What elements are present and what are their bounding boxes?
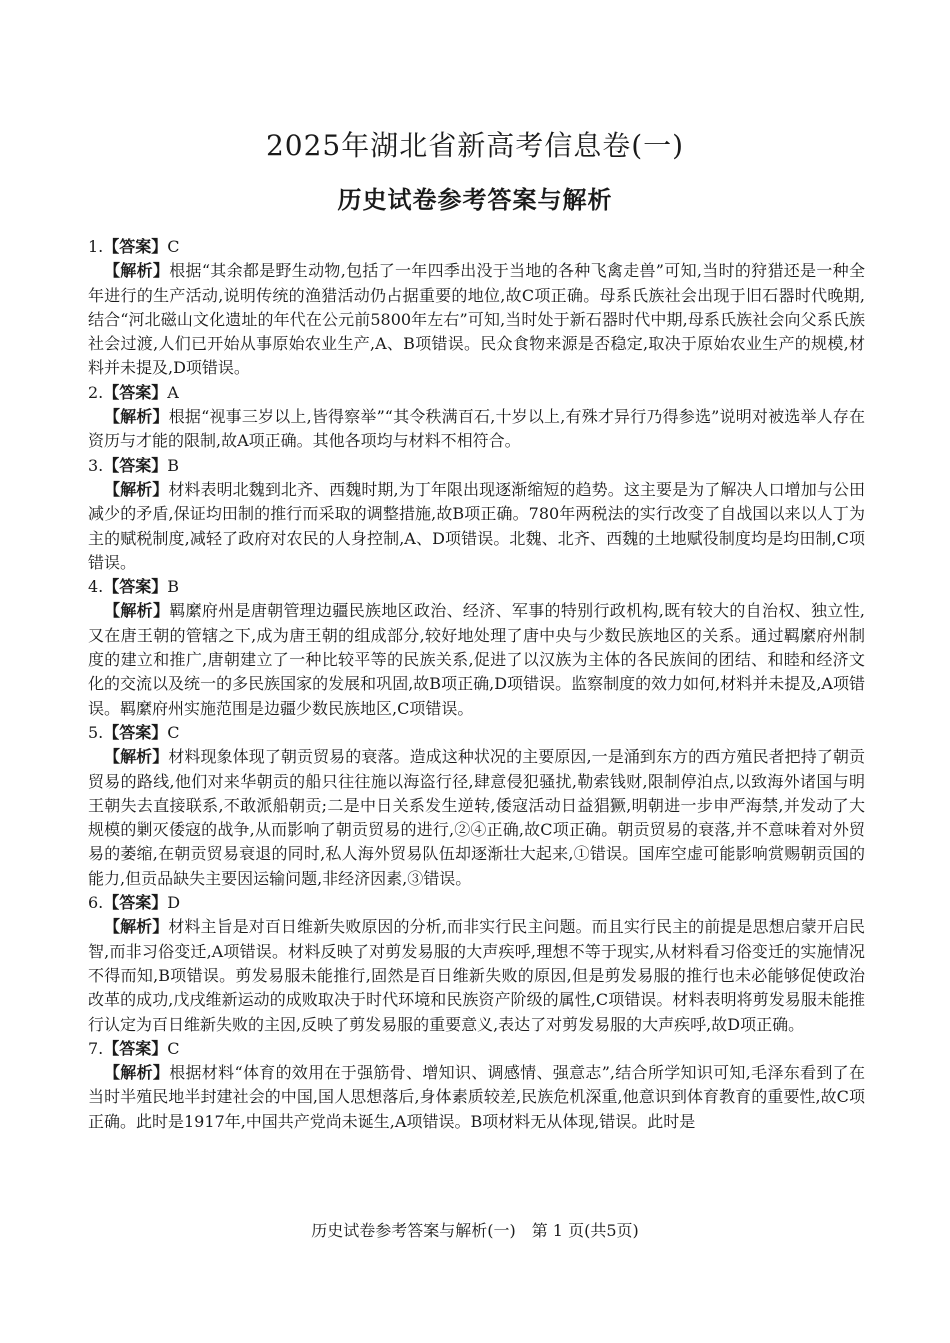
analysis-label: 【解析】 bbox=[104, 601, 170, 621]
analysis-paragraph bbox=[88, 259, 865, 380]
page-footer: 历史试卷参考答案与解析(一) 第 1 页(共5页) bbox=[311, 1221, 639, 1240]
question-item-3 bbox=[88, 454, 865, 575]
answer-value: C bbox=[167, 1038, 180, 1058]
answer-value: C bbox=[167, 237, 180, 256]
answer-value: C bbox=[167, 722, 180, 742]
page-subtitle: 历史试卷参考答案与解析 bbox=[337, 186, 613, 214]
question-item-5 bbox=[88, 721, 865, 891]
question-number: 3. bbox=[88, 455, 104, 475]
answer-line bbox=[88, 454, 865, 478]
analysis-text: 材料主旨是对百日维新失败原因的分析,而非实行民主问题。而且实行民主的前提是思想启蒙开启民智,而非习俗变迁,A项错误。材料反映了对剪发易服的大声疾呼,理想不等于现实,从材料看习俗变迁的实施情况不得而知,B项错误。剪发易服未能推行,固然是百日维新失败的原因,但是剪发易服的推行也未必能够促使政治改革的成功,戊戌维新运动的成败取决于时代环境和民族资产阶级的属性,C项错误。材料表明将剪发易服未能推行认定为百日维新失败的主因,反映了剪发易服的重要意义,表达了对剪发易服的大声疾呼,故D项正确。 bbox=[88, 917, 865, 1034]
question-number: 7. bbox=[88, 1038, 104, 1058]
analysis-label: 【解析】 bbox=[104, 407, 169, 427]
answer-line bbox=[88, 381, 865, 405]
answer-line bbox=[88, 891, 865, 915]
question-number: 5. bbox=[88, 722, 104, 742]
analysis-text: 材料表明北魏到北齐、西魏时期,为丁年限出现逐渐缩短的趋势。这主要是为了解决人口增加与公田减少的矛盾,保证均田制的推行而采取的调整措施,故B项正确。780年两税法的实行改变了自战国以来以人丁为主的赋税制度,减轻了政府对农民的人身控制,A、D项错误。北魏、北齐、西魏的土地赋役制度均是均田制,C项错误。 bbox=[88, 479, 865, 572]
analysis-paragraph bbox=[88, 478, 865, 575]
analysis-label: 【解析】 bbox=[104, 1063, 170, 1083]
analysis-paragraph bbox=[88, 745, 865, 891]
analysis-label: 【解析】 bbox=[104, 261, 170, 281]
question-item-7 bbox=[88, 1037, 865, 1134]
question-item-6 bbox=[88, 891, 865, 1037]
answer-value: B bbox=[167, 577, 180, 597]
question-item-4 bbox=[88, 575, 865, 721]
question-item-1 bbox=[88, 235, 865, 381]
answer-label: 【答案】 bbox=[103, 237, 168, 256]
analysis-paragraph bbox=[88, 1061, 865, 1134]
question-number: 2. bbox=[88, 382, 104, 402]
answer-label: 【答案】 bbox=[103, 577, 168, 597]
question-number: 6. bbox=[88, 893, 104, 913]
question-number: 4. bbox=[88, 577, 104, 597]
analysis-text: 材料现象体现了朝贡贸易的衰落。造成这种状况的主要原因,一是涌到东方的西方殖民者把持了朝贡贸易的路线,他们对来华朝贡的船只往往施以海盗行径,肆意侵犯骚扰,勒索钱财,限制停泊点,以致海外诸国与明王朝失去直接联系,不敢派船朝贡;二是中日关系发生逆转,倭寇活动日益猖獗,明朝进一步申严海禁,并发动了大规模的剿灭倭寇的战争,从而影响了朝贡贸易的进行,②④正确,故C项正确。朝贡贸易的衰落,并不意味着对外贸易的萎缩,在朝贡贸易衰退的同时,私人海外贸易队伍却逐渐壮大起来,①错误。国库空虚可能影响赏赐朝贡国的能力,但贡品缺失主要因运输问题,非经济因素,③错误。 bbox=[88, 747, 865, 888]
answer-line bbox=[88, 575, 865, 599]
analysis-label: 【解析】 bbox=[104, 479, 169, 499]
analysis-paragraph bbox=[88, 915, 865, 1036]
answer-value: B bbox=[167, 455, 180, 475]
answer-label: 【答案】 bbox=[103, 722, 168, 742]
analysis-paragraph bbox=[88, 405, 865, 454]
question-item-2 bbox=[88, 381, 865, 454]
analysis-text: 根据材料“体育的效用在于强筋骨、增知识、调感情、强意志”,结合所学知识可知,毛泽东看到了在当时半殖民地半封建社会的中国,国人思想落后,身体素质较差,民族危机深重,他意识到体育教育的重要性,故C项正确。此时是1917年,中国共产党尚未诞生,A项错误。B项材料无从体现,错误。此时是 bbox=[88, 1063, 865, 1131]
answer-value: D bbox=[167, 893, 181, 913]
analysis-label: 【解析】 bbox=[104, 917, 169, 937]
question-number: 1. bbox=[88, 237, 104, 256]
answer-line bbox=[88, 235, 865, 259]
answer-label: 【答案】 bbox=[103, 455, 168, 475]
analysis-text: 羁縻府州是唐朝管理边疆民族地区政治、经济、军事的特别行政机构,既有较大的自治权、独立性,又在唐王朝的管辖之下,成为唐王朝的组成部分,较好地处理了唐中央与少数民族地区的关系。通过羁縻府州制度的建立和推广,唐朝建立了一种比较平等的民族关系,促进了以汉族为主体的各民族间的团结、和睦和经济文化的交流以及统一的多民族国家的发展和巩固,故B项正确,D项错误。监察制度的效力如何,材料并未提及,A项错误。羁縻府州实施范围是边疆少数民族地区,C项错误。 bbox=[88, 601, 865, 718]
analysis-text: 根据“视事三岁以上,皆得察举”“其令秩满百石,十岁以上,有殊才异行乃得参选”说明对被选举人存在资历与才能的限制,故A项正确。其他各项均与材料不相符合。 bbox=[88, 407, 865, 451]
answer-line bbox=[88, 1037, 865, 1061]
analysis-paragraph bbox=[88, 599, 865, 720]
page-title: 2025年湖北省新高考信息卷(一) bbox=[265, 129, 685, 162]
answer-list bbox=[88, 235, 865, 1134]
answer-label: 【答案】 bbox=[103, 382, 168, 402]
answer-value: A bbox=[167, 382, 179, 402]
answer-line bbox=[88, 721, 865, 745]
answer-label: 【答案】 bbox=[103, 893, 168, 913]
analysis-label: 【解析】 bbox=[104, 747, 169, 767]
answer-label: 【答案】 bbox=[103, 1038, 168, 1058]
analysis-text: 根据“其余都是野生动物,包括了一年四季出没于当地的各种飞禽走兽”可知,当时的狩猎还是一种全年进行的生产活动,说明传统的渔猎活动仍占据重要的地位,故C项正确。母系氏族社会出现于旧石器时代晚期,结合“河北磁山文化遗址的年代在公元前5800年左右”可知,当时处于新石器时代中期,母系氏族社会向父系氏族社会过渡,人们已开始从事原始农业生产,A、B项错误。民众食物来源是否稳定,取决于原始农业生产的规模,材料并未提及,D项错误。 bbox=[88, 261, 865, 378]
